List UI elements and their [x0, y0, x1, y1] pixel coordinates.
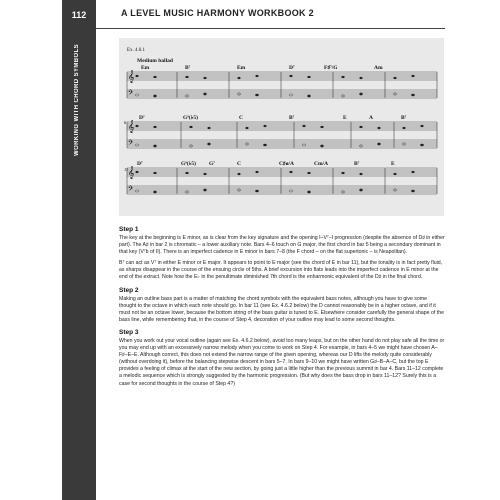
system-2 — [127, 120, 437, 148]
note-head — [411, 94, 414, 96]
step-1-paragraph-2: B⁷ can act as V⁷ in either E minor or E major. It appears to point to E major (see the chord of E in bar 11), but the tonality is in fact pretty fluid, as sharps disappear in the course of the ensuing circle of 5ths. A brief excursion into flats leads into the imperfect cadence in E minor at the end of the extract. Note how the E♭ in the penultimate diminished 7th chord is the enharmonic equivalent of the D♯ in the final chord. — [119, 260, 443, 281]
text-content — [119, 226, 445, 393]
note-head — [135, 144, 138, 146]
chord-symbol: Cm/A — [314, 161, 329, 167]
note-head — [237, 77, 240, 79]
step-3-section — [119, 329, 445, 388]
note-head — [245, 127, 248, 129]
note-head — [153, 145, 156, 147]
note-head — [153, 95, 156, 97]
step-2-section — [119, 287, 445, 324]
note-head — [185, 172, 188, 174]
note-head — [203, 173, 206, 175]
note-head — [411, 190, 414, 192]
note-head — [263, 125, 266, 127]
note-head — [203, 77, 206, 79]
note-head — [135, 75, 138, 77]
note-head — [135, 94, 138, 96]
treble-clef-icon: 𝄞 — [128, 70, 135, 83]
example-label: Ex. 4.6.1 — [127, 48, 146, 53]
note-head — [359, 126, 362, 128]
note-head — [420, 144, 423, 146]
bar-number-11: 11 — [124, 167, 129, 172]
chord-symbol: B⁷ — [185, 65, 191, 71]
note-head — [207, 127, 210, 129]
treble-clef-icon: 𝄞 — [128, 166, 135, 179]
note-head — [135, 125, 138, 127]
chord-symbol: Em — [237, 65, 246, 71]
chord-symbol: D⁷ — [289, 65, 295, 71]
note-head — [153, 76, 156, 78]
note-head — [341, 76, 344, 78]
note-head — [135, 190, 138, 192]
note-head — [203, 189, 206, 191]
page-number: 112 — [71, 10, 87, 20]
note-head — [402, 127, 405, 129]
note-head — [255, 94, 258, 96]
chord-symbol: C♯ø/A — [279, 161, 294, 167]
note-head — [153, 172, 156, 174]
note-head — [207, 143, 210, 145]
note-head — [307, 172, 310, 174]
note-head — [255, 190, 258, 192]
note-head — [189, 126, 192, 128]
note-head — [153, 126, 156, 128]
bar-number-6: 6 — [124, 120, 127, 125]
system-3 — [127, 166, 437, 194]
note-head — [307, 191, 310, 193]
note-head — [341, 172, 344, 174]
note-head — [393, 77, 396, 79]
note-head — [135, 171, 138, 173]
note-head — [393, 173, 396, 175]
note-head — [359, 173, 362, 175]
chord-symbol: Am — [374, 65, 383, 71]
note-head — [411, 171, 414, 173]
note-head — [411, 75, 414, 77]
note-head — [203, 93, 206, 95]
chord-symbol: B⁷ — [354, 161, 360, 167]
note-head — [359, 77, 362, 79]
note-head — [420, 125, 423, 127]
note-head — [377, 143, 380, 145]
step-2-paragraph-1: Making an outline bass part is a matter of matching the chord symbols with the equivalent bass notes, although you have to give some thought to the octave in which each note should go. In bar 11 (see Ex. 4.6.2 below) the D cannot reasonably be in a higher octave, and if it must not be an octave lower, because the bottom string of the bass guitar is tuned to E. Elsewhere consider carefully the general shape of the bass line, while remembering that, in the course of Step 4, decoration of your outline may lead to some second thoughts. — [119, 295, 444, 323]
note-head — [289, 171, 292, 173]
note-head — [359, 93, 362, 95]
note-head — [237, 173, 240, 175]
step-1-section — [119, 226, 445, 282]
chord-symbol: E — [391, 161, 395, 167]
chord-symbol: G⁹(♭5) — [183, 115, 198, 121]
bass-clef-icon: 𝄢 — [128, 185, 134, 194]
chord-symbol: B⁷ — [401, 115, 407, 121]
note-head — [289, 190, 292, 192]
note-head — [153, 191, 156, 193]
step-3-paragraph-1: When you work out your vocal outline (again see Ex. 4.6.2 below), avoid too many leaps, but on the other hand do not play safe all the time or you may end up with an excessively narrow melody when you come to work on Step 4. For example, in bars 4–5 we might have chosen A–F♯–E–E. Although correct, this does not extend the narrow range of the given opening, whereas our D lifts the melody quite considerably (without overdoing it), before the balancing stepwise descent in bars 5–7. In bars 9–10 we might have written G♯–B–A–C, but the top E provides a feeling of climax at the start of the new section, by going just a little higher than the previous summit in bar 4. Bars 11–12 complete a melodic sequence which is strongly suggested by the harmonic progression. (But why does the bass drop in bars 11–12? Surely this is a case for second thoughts in the course of Step 4?) — [119, 337, 445, 387]
system-1 — [127, 70, 437, 98]
note-head — [263, 144, 266, 146]
treble-clef-icon: 𝄞 — [128, 120, 135, 133]
step-1-paragraph-1: The key at the beginning is E minor, as is clear from the key signature and the opening I–V⁷–I progression (despite the absence of D♯ in either part). The A♯ in bar 2 is chromatic – a lower auxiliary note. Bars 4–6 touch on G major, the first chord in bar 5 being a secondary dominant in that key (V⁷b of II). There is an imperfect cadence in E minor in bars 7–8 (the F chord – on the flat supertonic – is Neapolitan). — [119, 235, 445, 256]
step-2-heading: Step 2 — [119, 286, 139, 294]
step-1-heading: Step 1 — [119, 226, 139, 233]
chord-symbol: A — [369, 115, 373, 121]
note-head — [307, 95, 310, 97]
chord-symbol: C — [237, 161, 241, 167]
tempo-marking: Medium ballad — [137, 58, 173, 64]
chord-symbol: B⁷ — [289, 115, 295, 121]
chord-symbol: E — [343, 115, 347, 121]
chord-symbol: G⁷ — [209, 161, 215, 167]
note-head — [377, 127, 380, 129]
chapter-side-label: WORKING WITH CHORD SYMBOLS — [74, 44, 80, 157]
chord-symbol: C — [239, 115, 243, 121]
note-head — [359, 189, 362, 191]
note-head — [302, 144, 305, 146]
bass-clef-icon: 𝄢 — [128, 89, 134, 98]
chord-symbol: Em — [141, 65, 150, 71]
note-head — [320, 126, 323, 128]
chord-symbol: D⁷ — [137, 161, 143, 167]
note-head — [185, 76, 188, 78]
note-head — [320, 145, 323, 147]
note-head — [255, 75, 258, 77]
chord-symbol: G⁹(♭5) — [181, 161, 196, 167]
note-head — [307, 76, 310, 78]
chord-symbol: D⁷ — [139, 115, 145, 121]
header-rule — [96, 28, 445, 29]
step-3-heading: Step 3 — [119, 328, 139, 336]
chord-symbol: F♯⁷/G — [324, 65, 338, 71]
score-svg — [119, 38, 444, 216]
note-head — [302, 125, 305, 127]
music-example — [119, 38, 444, 216]
note-head — [289, 75, 292, 77]
note-head — [255, 171, 258, 173]
page-header: A LEVEL MUSIC HARMONY WORKBOOK 2 — [121, 8, 314, 18]
bass-clef-icon: 𝄢 — [128, 139, 134, 148]
note-head — [289, 94, 292, 96]
